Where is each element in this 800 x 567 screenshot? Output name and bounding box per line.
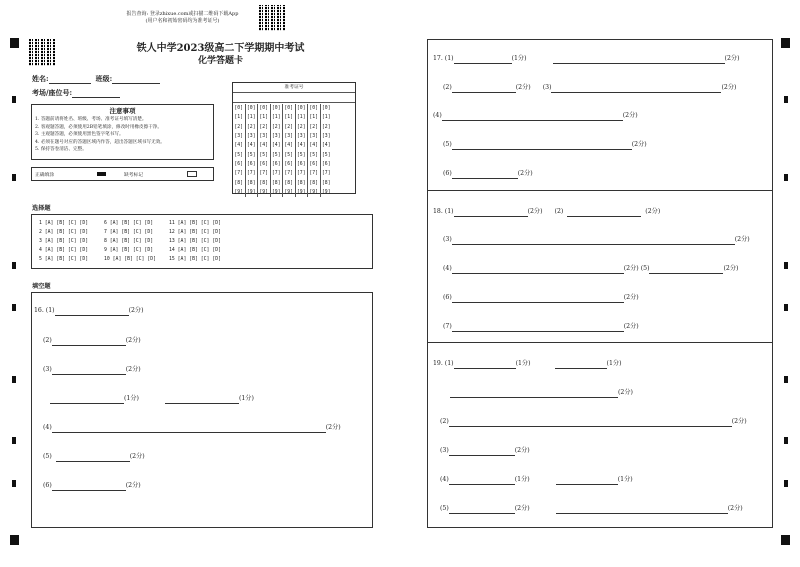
correct-fill-sample (97, 172, 106, 176)
ticket-digit-bubble[interactable]: [5] (270, 150, 283, 159)
q18-p2-label: (2) (554, 208, 564, 215)
answer-line[interactable] (452, 322, 624, 332)
ticket-digit-bubble[interactable]: [3] (245, 132, 258, 141)
fill-sample-box (31, 167, 214, 181)
choice-question[interactable]: 11 [A] [B] [C] [D] (169, 221, 221, 226)
ticket-digit-bubble[interactable]: [3] (308, 132, 321, 141)
ticket-digit-bubble[interactable]: [9] (245, 188, 258, 197)
note-item: 1. 答题前请将姓名、班级、考场、准考证号填写清楚。 (35, 117, 147, 122)
name-label: 姓名: (32, 74, 49, 83)
class-field[interactable] (112, 74, 160, 84)
note-item: 4. 必须在题号对应的答题区域内作答，超出答题区域书写无效。 (35, 139, 165, 145)
q19-part3 (440, 446, 530, 456)
note-item: 3. 主观题答题，必须使用黑色签字笔书写。 (35, 132, 124, 137)
answer-line[interactable] (165, 394, 239, 404)
q18-part1 (433, 207, 660, 217)
ticket-digit-bubble[interactable]: [7] (308, 169, 321, 178)
score-label: (2分) (727, 505, 743, 512)
ticket-digit-bubble[interactable]: [8] (320, 178, 332, 187)
corner-mark-bottom-right (781, 535, 790, 545)
timing-mark (12, 376, 16, 383)
ticket-digit-bubble[interactable]: [0] (258, 104, 271, 113)
answer-line[interactable] (556, 475, 618, 485)
seat-label: 考场/座位号: (32, 88, 73, 97)
q16-part3 (43, 365, 141, 375)
seat-field[interactable] (72, 88, 120, 98)
answer-line[interactable] (450, 388, 618, 398)
answer-line[interactable] (56, 452, 130, 462)
ticket-digit-bubble[interactable]: [7] (234, 171, 244, 177)
q18-part7 (443, 322, 639, 332)
score-label: (2分) (527, 208, 543, 215)
timing-mark (12, 96, 16, 103)
ticket-digit-bubble[interactable]: [2] (245, 123, 258, 132)
ticket-digit-bubble[interactable]: [9] (320, 188, 332, 197)
ticket-digit-bubble[interactable]: [1] (258, 113, 271, 122)
q19-part2 (440, 417, 747, 427)
score-label: (2分) (623, 294, 639, 301)
answer-line[interactable] (452, 264, 624, 274)
score-label: (2分) (514, 505, 530, 512)
page-title: 铁人中学2023级高二下学期期中考试 (136, 43, 305, 54)
score-label: (2分) (514, 447, 530, 454)
answer-line[interactable] (452, 140, 632, 150)
q19-part1 (433, 359, 621, 369)
choice-question[interactable]: 2 [A] [B] [C] [D] (39, 230, 89, 235)
note-item: 2. 客观题答题，必须使用2B铅笔填涂，修改时用橡皮擦干净。 (35, 124, 162, 130)
answer-box-16 (31, 292, 373, 528)
ticket-digit-bubble[interactable]: [7] (245, 169, 258, 178)
choice-question[interactable]: 14 [A] [B] [C] [D] (169, 248, 221, 253)
ticket-digit-bubble[interactable]: [8] (270, 178, 283, 187)
choice-section-title: 选择题 (32, 205, 51, 212)
score-label: (2分) (721, 84, 737, 91)
answer-line[interactable] (556, 504, 728, 514)
ticket-digit-bubble[interactable]: [2] (234, 124, 244, 130)
q19-part4 (440, 475, 633, 485)
note-item: 5. 保持答卷清洁、完整。 (35, 147, 87, 152)
score-label: (2分) (631, 141, 647, 148)
q18-p6-label: (6) (443, 294, 452, 301)
ticket-digit-grid (233, 104, 332, 197)
ticket-digit-bubble[interactable]: [3] (234, 134, 244, 140)
ticket-digit-bubble[interactable]: [1] (245, 113, 258, 122)
ticket-digit-bubble[interactable]: [4] (258, 141, 271, 150)
timing-mark (784, 262, 788, 269)
answer-line[interactable] (649, 264, 723, 274)
ticket-digit-bubble[interactable]: [7] (320, 169, 332, 178)
q16-part4 (43, 423, 341, 433)
q16-p2-label: (2) (43, 337, 52, 344)
choice-question[interactable]: 1 [A] [B] [C] [D] (39, 221, 89, 226)
ticket-digit-bubble[interactable]: [3] (258, 132, 271, 141)
q16-part3-sub (50, 394, 254, 404)
answer-line[interactable] (452, 293, 624, 303)
q16-part1 (34, 306, 144, 316)
timing-mark (784, 437, 788, 444)
timing-mark (12, 437, 16, 444)
notice-line-2: (用户名和初始密码均为准考证号) (145, 18, 220, 24)
q17-p1-label: 17. (1) (433, 55, 454, 62)
timing-mark (784, 480, 788, 487)
score-label: (2分) (517, 170, 533, 177)
score-label: (2分) (723, 265, 739, 272)
ticket-digit-bubble[interactable]: [4] (245, 141, 258, 150)
answer-line[interactable] (50, 394, 124, 404)
ticket-digit-bubble[interactable]: [7] (283, 169, 296, 178)
ticket-digit-bubble[interactable]: [5] (258, 150, 271, 159)
ticket-digit-bubble[interactable]: [4] (283, 141, 296, 150)
q18-part3 (443, 235, 750, 245)
answer-line[interactable] (452, 235, 735, 245)
score-label: (2分) (125, 366, 141, 373)
timing-mark (12, 262, 16, 269)
ticket-digit-bubble[interactable]: [5] (234, 152, 244, 158)
choice-question[interactable]: 9 [A] [B] [C] [D] (104, 248, 154, 253)
ticket-digit-bubble[interactable]: [9] (308, 188, 321, 197)
answer-line[interactable] (555, 359, 607, 369)
q17-p3-label: (3) (542, 84, 552, 91)
ticket-digit-bubble[interactable]: [0] (295, 104, 308, 113)
ticket-write-row[interactable] (233, 93, 355, 103)
answer-line[interactable] (454, 359, 516, 369)
answer-line[interactable] (442, 111, 623, 121)
q16-part6 (43, 481, 141, 491)
answer-line[interactable] (449, 504, 515, 514)
choice-question[interactable]: 3 [A] [B] [C] [D] (39, 239, 89, 244)
answer-line[interactable] (449, 446, 515, 456)
ticket-digit-bubble[interactable]: [2] (258, 123, 271, 132)
q18-part6 (443, 293, 639, 303)
ticket-title: 准考证号 (233, 83, 355, 93)
ticket-digit-bubble[interactable]: [2] (320, 123, 332, 132)
q18-p4-label: (4) (443, 265, 452, 272)
ticket-digit-bubble[interactable]: [8] (258, 178, 271, 187)
timing-mark (784, 174, 788, 181)
score-label: (2分) (515, 84, 531, 91)
answer-line[interactable] (452, 169, 518, 179)
answer-line[interactable] (553, 54, 725, 64)
q16-part5 (43, 452, 145, 462)
ticket-digit-bubble[interactable]: [3] (320, 132, 332, 141)
ticket-digit-bubble[interactable]: [6] (295, 160, 308, 169)
q17-part5 (443, 140, 647, 150)
corner-mark-top-right (781, 38, 790, 48)
q17-part6 (443, 169, 533, 179)
choice-question[interactable]: 15 [A] [B] [C] [D] (169, 257, 221, 262)
ticket-digit-bubble[interactable]: [9] (283, 188, 296, 197)
ticket-digit-bubble[interactable]: [6] (234, 161, 244, 167)
choice-question[interactable]: 10 [A] [B] [C] [D] (104, 257, 156, 262)
q17-p5-label: (5) (443, 141, 452, 148)
fill-section-title: 填空题 (32, 283, 51, 290)
ticket-digit-bubble[interactable]: [1] (308, 113, 321, 122)
ticket-digit-bubble[interactable]: [8] (295, 178, 308, 187)
q19-p3-label: (3) (440, 447, 449, 454)
ticket-digit-bubble[interactable]: [2] (308, 123, 321, 132)
answer-box-19 (427, 342, 773, 528)
ticket-digit-bubble[interactable]: [2] (283, 123, 296, 132)
choice-question[interactable]: 8 [A] [B] [C] [D] (104, 239, 154, 244)
score-label: (2分) (125, 482, 141, 489)
student-info (32, 74, 160, 84)
answer-line[interactable] (52, 365, 126, 375)
answer-line[interactable] (449, 417, 732, 427)
ticket-digit-bubble[interactable]: [9] (270, 188, 283, 197)
q19-part5 (440, 504, 743, 514)
ticket-digit-bubble[interactable]: [5] (295, 150, 308, 159)
ticket-digit-bubble[interactable]: [8] (308, 178, 321, 187)
timing-mark (12, 480, 16, 487)
score-label: (2分) (623, 265, 639, 272)
report-notice (115, 11, 250, 25)
score-label: (1分) (511, 55, 527, 62)
score-label: (2分) (618, 389, 633, 396)
q19-part1-sub (450, 388, 633, 398)
score-label: (2分) (325, 424, 341, 431)
ticket-digit-bubble[interactable]: [0] (283, 104, 296, 113)
score-label: (2分) (128, 307, 144, 314)
class-label: 班级: (95, 74, 113, 83)
absent-mark-label: 缺考标记 (124, 173, 144, 178)
ticket-digit-bubble[interactable]: [1] (234, 115, 244, 121)
ticket-number-box (232, 82, 356, 194)
ticket-digit-bubble[interactable]: [6] (308, 160, 321, 169)
timing-mark (12, 304, 16, 311)
ticket-digit-bubble[interactable]: [0] (245, 104, 258, 113)
ticket-digit-bubble[interactable]: [7] (270, 169, 283, 178)
q16-p1-label: 16. (1) (34, 307, 55, 314)
score-label: (2分) (724, 55, 740, 62)
notes-list (35, 116, 210, 154)
score-label: (1分) (515, 360, 531, 367)
ticket-digit-bubble[interactable]: [8] (283, 178, 296, 187)
score-label: (1分) (606, 360, 622, 367)
ticket-digit-bubble[interactable]: [8] (245, 178, 258, 187)
q16-p3-label: (3) (43, 366, 52, 373)
score-label: (1分) (124, 395, 139, 402)
choice-question[interactable]: 4 [A] [B] [C] [D] (39, 248, 89, 253)
corner-mark-bottom-left (10, 535, 19, 545)
notice-line-1: 报告查询: 登录zhixue.com或扫描二维码下载App (126, 11, 239, 17)
score-label: (2分) (734, 236, 750, 243)
answer-line[interactable] (454, 54, 512, 64)
ticket-digit-bubble[interactable]: [4] (295, 141, 308, 150)
notes-title: 注意事项 (109, 107, 136, 115)
choice-question[interactable]: 12 [A] [B] [C] [D] (169, 230, 221, 235)
qr-code-icon[interactable] (259, 5, 285, 31)
ticket-digit-bubble[interactable]: [1] (320, 113, 332, 122)
ticket-digit-bubble[interactable]: [4] (308, 141, 321, 150)
score-label: (2分) (645, 208, 661, 215)
ticket-digit-bubble[interactable]: [6] (283, 160, 296, 169)
answer-line[interactable] (52, 336, 126, 346)
q17-p4-label: (4) (433, 112, 442, 119)
score-label: (1分) (238, 395, 254, 402)
score-label: (2分) (623, 323, 639, 330)
ticket-digit-bubble[interactable]: [6] (270, 160, 283, 169)
ticket-digit-bubble[interactable]: [5] (308, 150, 321, 159)
q19-p2-label: (2) (440, 418, 449, 425)
answer-line[interactable] (449, 475, 515, 485)
ticket-digit-bubble[interactable]: [4] (320, 141, 332, 150)
ticket-digit-bubble[interactable]: [3] (283, 132, 296, 141)
answer-line[interactable] (454, 207, 528, 217)
ticket-digit-bubble[interactable]: [5] (320, 150, 332, 159)
choice-question[interactable]: 7 [A] [B] [C] [D] (104, 230, 154, 235)
q17-part2 (443, 83, 736, 93)
ticket-digit-bubble[interactable]: [7] (295, 169, 308, 178)
answer-line[interactable] (567, 207, 641, 217)
q19-p5-label: (5) (440, 505, 449, 512)
choice-question[interactable]: 6 [A] [B] [C] [D] (104, 221, 154, 226)
ticket-digit-bubble[interactable]: [4] (234, 143, 244, 149)
correct-fill-label: 正确填涂 (35, 173, 55, 178)
q19-p1-label: 19. (1) (433, 360, 454, 367)
score-label: (1分) (514, 476, 530, 483)
ticket-digit-bubble[interactable]: [1] (295, 113, 308, 122)
timing-mark (784, 376, 788, 383)
ticket-digit-bubble[interactable]: [3] (270, 132, 283, 141)
q16-part2 (43, 336, 141, 346)
q18-p5-label: (5) (640, 265, 650, 272)
timing-mark (12, 174, 16, 181)
q17-p6-label: (6) (443, 170, 452, 177)
q19-p4-label: (4) (440, 476, 449, 483)
answer-line[interactable] (52, 481, 126, 491)
answer-line[interactable] (52, 423, 326, 433)
ticket-digit-bubble[interactable]: [0] (320, 104, 332, 113)
ticket-digit-bubble[interactable]: [5] (283, 150, 296, 159)
score-label: (2分) (125, 337, 141, 344)
answer-line[interactable] (551, 83, 721, 93)
ticket-digit-bubble[interactable]: [9] (234, 189, 244, 195)
barcode-qr-icon (29, 39, 56, 66)
ticket-digit-bubble[interactable]: [3] (295, 132, 308, 141)
choice-question[interactable]: 13 [A] [B] [C] [D] (169, 239, 221, 244)
score-label: (1分) (617, 476, 633, 483)
q18-part4 (443, 264, 738, 274)
q16-p6-label: (6) (43, 482, 52, 489)
ticket-digit-bubble[interactable]: [9] (295, 188, 308, 197)
choice-box (31, 214, 373, 269)
ticket-digit-bubble[interactable]: [2] (295, 123, 308, 132)
ticket-digit-bubble[interactable]: [5] (245, 150, 258, 159)
seat-info (32, 88, 120, 98)
ticket-digit-bubble[interactable]: [6] (245, 160, 258, 169)
timing-mark (784, 96, 788, 103)
q16-p5-label: (5) (43, 453, 52, 460)
ticket-digit-bubble[interactable]: [0] (308, 104, 321, 113)
answer-line[interactable] (452, 83, 516, 93)
q18-p3-label: (3) (443, 236, 452, 243)
ticket-digit-bubble[interactable]: [4] (270, 141, 283, 150)
choice-question[interactable]: 5 [A] [B] [C] [D] (39, 257, 89, 262)
q18-p1-label: 18. (1) (433, 208, 454, 215)
ticket-digit-bubble[interactable]: [6] (320, 160, 332, 169)
score-label: (2分) (731, 418, 747, 425)
q18-p7-label: (7) (443, 323, 452, 330)
ticket-digit-bubble[interactable]: [1] (270, 113, 283, 122)
q17-p2-label: (2) (443, 84, 452, 91)
q17-part4 (433, 111, 638, 121)
ticket-digit-bubble[interactable]: [0] (234, 106, 244, 112)
ticket-digit-bubble[interactable]: [2] (270, 123, 283, 132)
q17-part1 (433, 54, 739, 64)
notes-box (31, 104, 214, 160)
score-label: (2分) (622, 112, 638, 119)
absent-mark-checkbox[interactable] (187, 171, 197, 177)
ticket-digit-bubble[interactable]: [0] (270, 104, 283, 113)
name-field[interactable] (49, 74, 91, 84)
answer-line[interactable] (55, 306, 129, 316)
ticket-digit-bubble[interactable]: [9] (258, 188, 271, 197)
ticket-digit-bubble[interactable]: [7] (258, 169, 271, 178)
q16-p4-label: (4) (43, 424, 52, 431)
ticket-digit-bubble[interactable]: [8] (234, 180, 244, 186)
page-subtitle: 化学答题卡 (197, 56, 243, 66)
ticket-digit-bubble[interactable]: [6] (258, 160, 271, 169)
ticket-digit-bubble[interactable]: [1] (283, 113, 296, 122)
score-label: (2分) (129, 453, 145, 460)
timing-mark (784, 304, 788, 311)
corner-mark-top-left (10, 38, 19, 48)
